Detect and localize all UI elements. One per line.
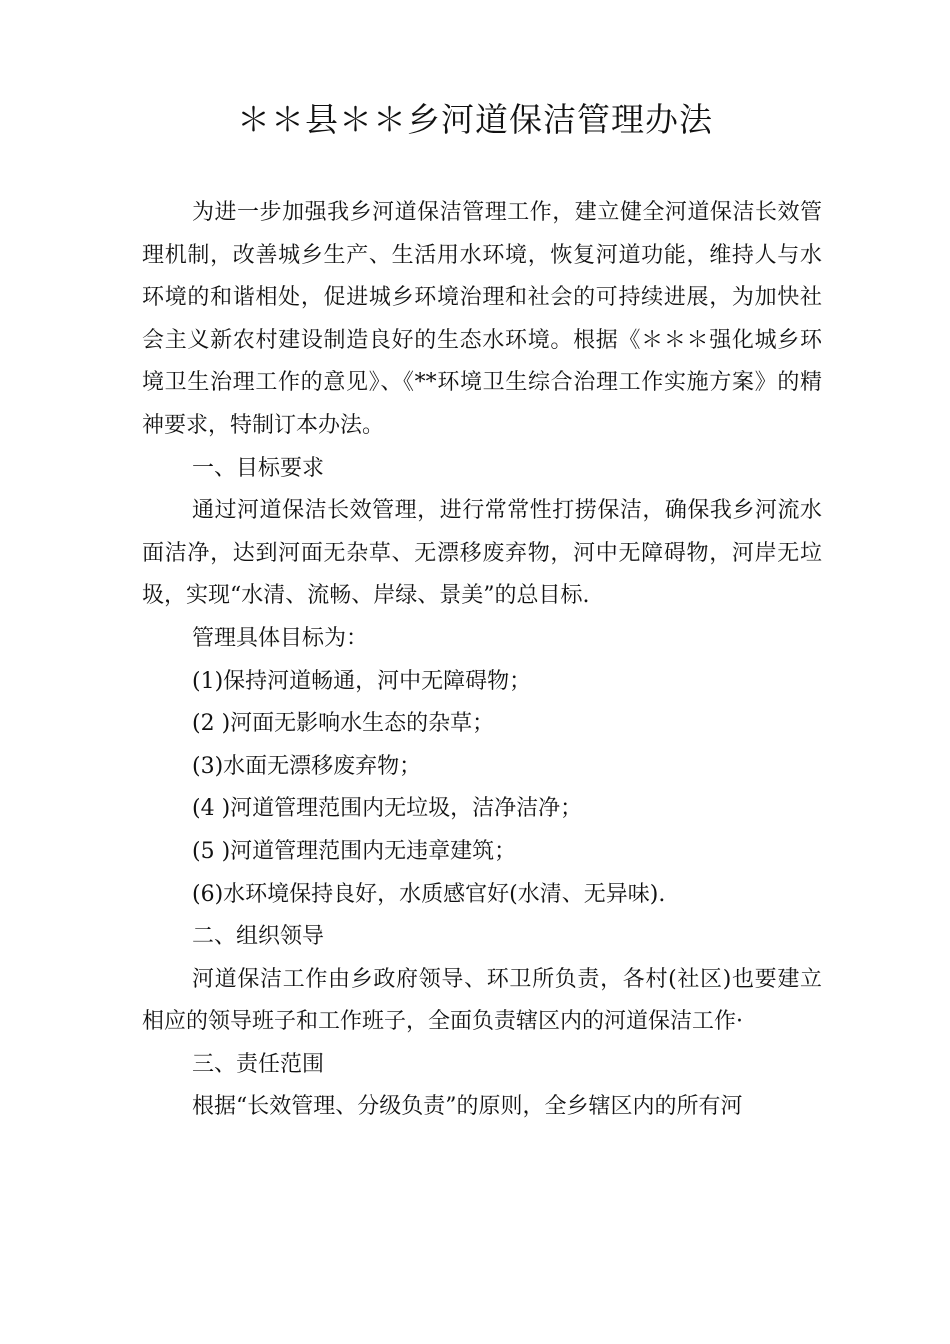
- target-item-5: (5 )河道管理范围内无违章建筑；: [192, 838, 517, 864]
- target-item-2: (2 )河面无影响水生态的杂草；: [192, 711, 495, 737]
- targets-intro: 管理具体目标为：: [192, 625, 369, 651]
- document-title: ＊＊县＊＊乡河道保洁管理办法: [237, 100, 713, 139]
- target-item-4: (4 )河道管理范围内无垃圾，洁净洁净；: [192, 796, 583, 822]
- section-heading-scope: 三、责任范围: [192, 1051, 325, 1077]
- section-heading-goals: 一、目标要求: [192, 455, 325, 481]
- target-item-6: (6)水环境保持良好，水质感官好(水清、无异味).: [192, 881, 666, 907]
- target-item-1: (1)保持河道畅通，河中无障碍物；: [192, 668, 532, 694]
- goals-paragraph: 通过河道保洁长效管理，进行常常性打捞保洁，确保我乡河流水面洁净，达到河面无杂草、无漂移废弃物，河中无障碍物，河岸无垃圾，实现“水清、流畅、岸绿、景美”的总目标.: [142, 498, 822, 609]
- section-heading-leadership: 二、组织领导: [192, 924, 325, 950]
- intro-paragraph: 为进一步加强我乡河道保洁管理工作，建立健全河道保洁长效管理机制，改善城乡生产、生活用水环境，恢复河道功能，维持人与水环境的和谐相处，促进城乡环境治理和社会的可持续进展，为加快社会主义新农村建设制造良好的生态水环境。根据《＊＊＊强化城乡环境卫生治理工作的意见》、《**环境卫生综合治理工作实施方案》的精神要求，特制订本办法。: [142, 200, 822, 438]
- document-body: [142, 192, 822, 1129]
- scope-paragraph: 根据“长效管理、分级负责”的原则，全乡辖区内的所有河: [192, 1094, 743, 1120]
- leadership-paragraph: 河道保洁工作由乡政府领导、环卫所负责，各村(社区)也要建立相应的领导班子和工作班子，全面负责辖区内的河道保洁工作·: [142, 966, 822, 1035]
- target-item-3: (3)水面无漂移废弃物；: [192, 753, 422, 779]
